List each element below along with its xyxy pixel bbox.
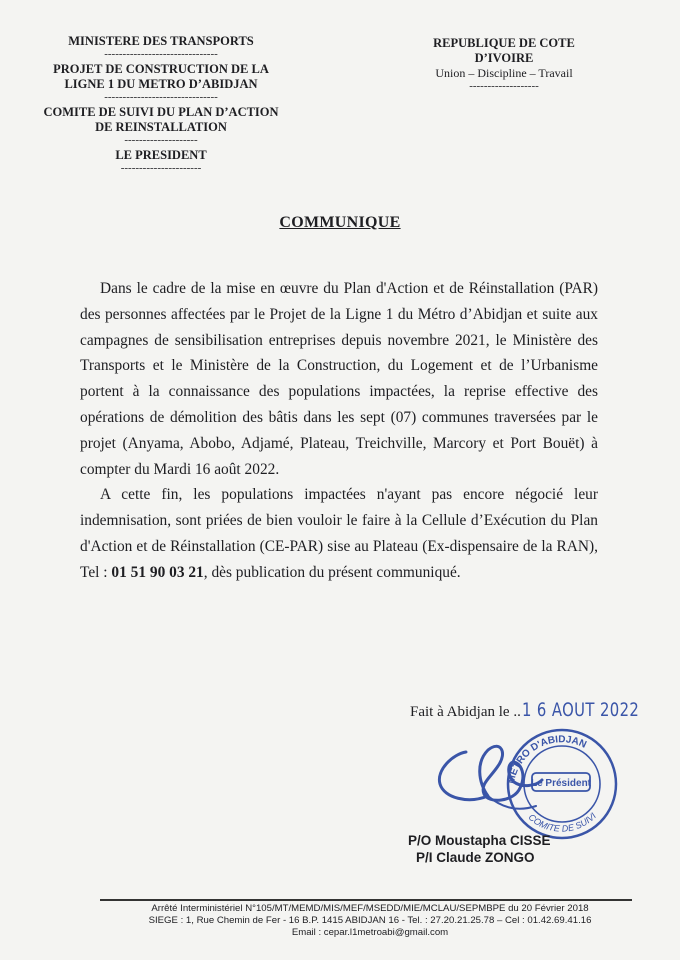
footer <box>60 903 680 939</box>
president-label: LE PRESIDENT <box>115 148 207 162</box>
separator: ------------------------------- <box>104 48 218 60</box>
stamp-center-label: Le Président <box>530 778 592 789</box>
separator: -------------------- <box>124 134 198 146</box>
country-header <box>404 36 604 91</box>
stamp-outer-text-top: METRO D'ABIDJAN <box>506 734 588 785</box>
signatory-2: P/I Claude ZONGO <box>416 850 535 865</box>
separator: ------------------------------- <box>104 91 218 103</box>
date-stamp: 1 6 AOUT 2022 <box>522 699 640 721</box>
issuer-header <box>36 34 286 173</box>
country-name: REPUBLIQUE DE COTE D’IVOIRE <box>433 36 575 65</box>
separator: ------------------- <box>469 80 539 92</box>
signatory-1: P/O Moustapha CISSE <box>408 833 551 848</box>
email-address: Email : cepar.l1metroabi@gmail.com <box>291 927 449 938</box>
place-date-line: Fait à Abidjan le .. <box>410 704 521 720</box>
stamp-outer-text-bottom: COMITE DE SUIVI <box>526 810 599 834</box>
committee-line-2: DE REINSTALLATION <box>95 120 227 134</box>
paragraph-2-text: A cette fin, les populations impactées n'ayant pas encore négocié leur indemnisation, sont priées de bien vouloir le faire à la Cellule d’Exécution du Plan d'Action et de Réinstallation (CE-PAR) sise au Plateau (Ex-dispensaire de la RAN), Tel : <box>80 486 598 581</box>
national-motto: Union – Discipline – Travail <box>435 66 573 80</box>
separator: ---------------------- <box>120 162 202 174</box>
ministry-name: MINISTERE DES TRANSPORTS <box>68 34 254 48</box>
paragraph-1: Dans le cadre de la mise en œuvre du Plan d'Action et de Réinstallation (PAR) des personnes affectées par le Projet de la Ligne 1 du Métro d’Abidjan et suite aux campagnes de sensibilisation entreprises depuis novembre 2021, le Ministère des Transports et le Ministère de la Construction, du Logement et de l’Urbanisme portent à la connaissance des populations impactées, la reprise effective des opérations de démolition des bâtis dans les sept (07) communes traversées par le projet (Anyama, Abobo, Adjamé, Plateau, Treichville, Marcory et Port Bouët) à compter du Mardi 16 août 2022. <box>80 280 598 478</box>
signatories <box>408 832 551 866</box>
address-contacts: SIEGE : 1, Rue Chemin de Fer - 16 B.P. 1415 ABIDJAN 16 - Tel. : 27.20.21.25.78 – Cel : 01.42.69.41.16 <box>148 915 592 926</box>
phone-number: 01 51 90 03 21 <box>111 563 204 581</box>
communique-body <box>80 276 598 586</box>
footer-divider <box>100 899 632 901</box>
committee-line-1: COMITE DE SUIVI DU PLAN D’ACTION <box>43 105 279 119</box>
project-line-1: PROJET DE CONSTRUCTION DE LA <box>53 62 269 76</box>
official-stamp-and-signature <box>418 722 618 842</box>
paragraph-2 <box>80 482 598 585</box>
document-title: COMMUNIQUE <box>279 214 401 231</box>
project-line-2: LIGNE 1 DU METRO D’ABIDJAN <box>64 77 258 91</box>
paragraph-2-end: , dès publication du présent communiqué. <box>203 563 461 581</box>
decree-reference: Arrêté Interministériel N°105/MT/MEMD/MIS/MEF/MSEDD/MIE/MCLAU/SEPMBPE du 20 Février 2018 <box>151 903 589 914</box>
